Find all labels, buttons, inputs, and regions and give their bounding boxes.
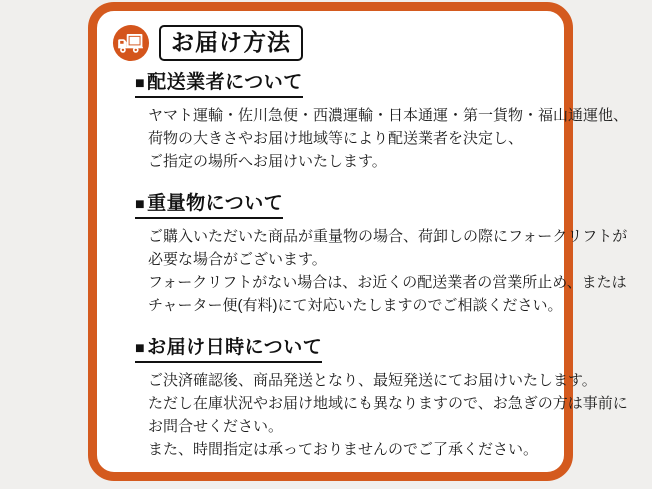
body-line: ご購入いただいた商品が重量物の場合、荷卸しの際にフォークリフトが <box>148 228 628 245</box>
body-line: フォークリフトがない場合は、お近くの配送業者の営業所止め、または <box>148 274 627 291</box>
body-line: ご決済確認後、商品発送となり、最短発送にてお届けいたします。 <box>148 372 597 389</box>
section-body <box>148 104 629 173</box>
body-line: ただし在庫状況やお届け地域にも異なりますので、お急ぎの方は事前に <box>148 395 628 412</box>
body-line: また、時間指定は承っておりませんのでご了承ください。 <box>148 441 539 458</box>
section-heavy-items <box>135 188 628 317</box>
panel-header <box>112 24 564 62</box>
section-delivery-datetime <box>135 332 628 461</box>
truck-icon <box>112 24 150 62</box>
section-heading <box>135 67 303 98</box>
delivery-info-panel <box>88 2 629 481</box>
body-line: 荷物の大きさやお届け地域等により配送業者を決定し、 <box>148 130 524 147</box>
body-line: ご指定の場所へお届けいたします。 <box>148 153 387 170</box>
section-heading-label: 重量物について <box>147 193 284 214</box>
section-body <box>148 369 628 461</box>
body-line: チャーター便(有料)にて対応いたしますのでご相談ください。 <box>148 297 563 314</box>
section-heading <box>135 332 322 363</box>
body-line: 必要な場合がございます。 <box>148 251 327 268</box>
body-line: お問合せください。 <box>148 418 284 435</box>
square-bullet-icon: ■ <box>135 75 146 92</box>
section-heading-label: お届け日時について <box>147 337 323 358</box>
body-line: ヤマト運輸・佐川急便・西濃運輸・日本通運・第一貨物・福山通運他、 <box>148 107 629 124</box>
square-bullet-icon: ■ <box>135 196 146 213</box>
section-heading-label: 配送業者について <box>147 72 303 93</box>
page-title: お届け方法 <box>159 25 303 61</box>
section-heading <box>135 188 283 219</box>
section-delivery-company <box>135 67 629 173</box>
section-body <box>148 225 628 317</box>
square-bullet-icon: ■ <box>135 340 146 357</box>
sections-container <box>135 67 629 461</box>
